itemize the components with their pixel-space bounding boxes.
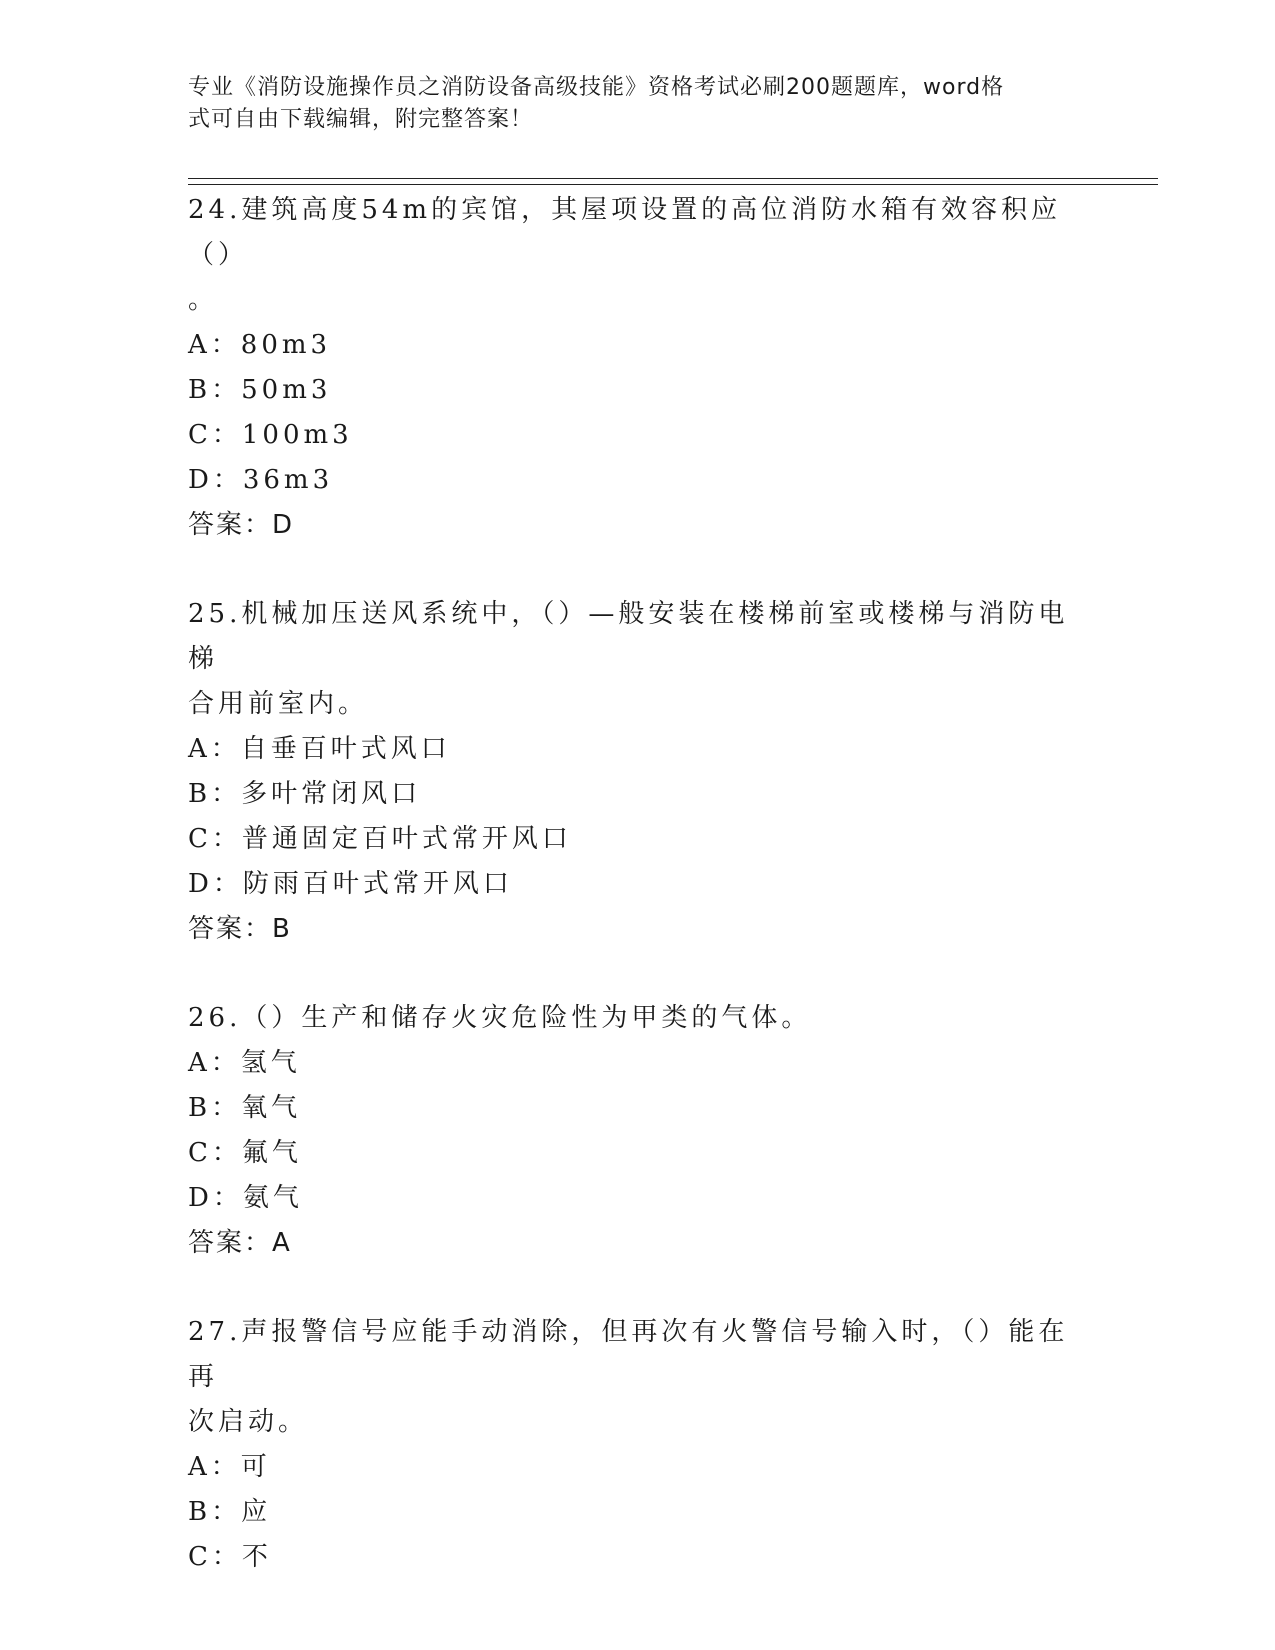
header-line-1: 专业《消防设施操作员之消防设备高级技能》资格考试必刷200题题库，word格: [188, 75, 1005, 100]
option-a: A：可: [188, 1452, 271, 1482]
option-b: B：应: [188, 1497, 272, 1527]
option-a: A：80m3: [188, 330, 332, 360]
question-stem-continued: 合用前室内。: [188, 689, 369, 719]
question-stem-continued: 次启动。: [188, 1407, 309, 1437]
question-stem: 25.机械加压送风系统中，（）—般安装在楼梯前室或楼梯与消防电梯: [188, 599, 1069, 674]
option-c: C：不: [188, 1542, 272, 1572]
option-b: B：多叶常闭风口: [188, 779, 422, 809]
option-c: C：普通固定百叶式常开风口: [188, 824, 572, 854]
option-c: C：氟气: [188, 1138, 302, 1168]
answer-line: 答案：A: [188, 1228, 292, 1258]
option-d: D：防雨百叶式常开风口: [188, 869, 513, 899]
header-divider-bottom: [188, 184, 1158, 185]
question-25: [188, 592, 1088, 952]
option-a: A：自垂百叶式风口: [188, 734, 451, 764]
option-b: B：50m3: [188, 375, 332, 405]
header-line-2: 式可自由下载编辑，附完整答案！: [188, 107, 534, 132]
question-27: [188, 1310, 1088, 1580]
question-24: [188, 188, 1088, 548]
answer-line: 答案：D: [188, 510, 295, 540]
question-stem-continued: 。: [188, 285, 219, 315]
question-26: [188, 996, 1088, 1266]
question-list: [188, 188, 1088, 1624]
question-stem: 26.（）生产和储存火灾危险性为甲类的气体。: [188, 1003, 812, 1033]
question-stem: 24.建筑高度54m的宾馆，其屋项设置的高位消防水箱有效容积应（）: [188, 195, 1062, 270]
option-a: A：氢气: [188, 1048, 301, 1078]
option-b: B：氧气: [188, 1093, 302, 1123]
document-header: [188, 72, 1068, 136]
option-d: D：36m3: [188, 465, 334, 495]
question-stem: 27.声报警信号应能手动消除，但再次有火警信号输入时，（）能在再: [188, 1317, 1069, 1392]
option-c: C：100m3: [188, 420, 353, 450]
option-d: D：氨气: [188, 1183, 303, 1213]
answer-line: 答案：B: [188, 914, 292, 944]
header-divider-top: [188, 178, 1158, 179]
